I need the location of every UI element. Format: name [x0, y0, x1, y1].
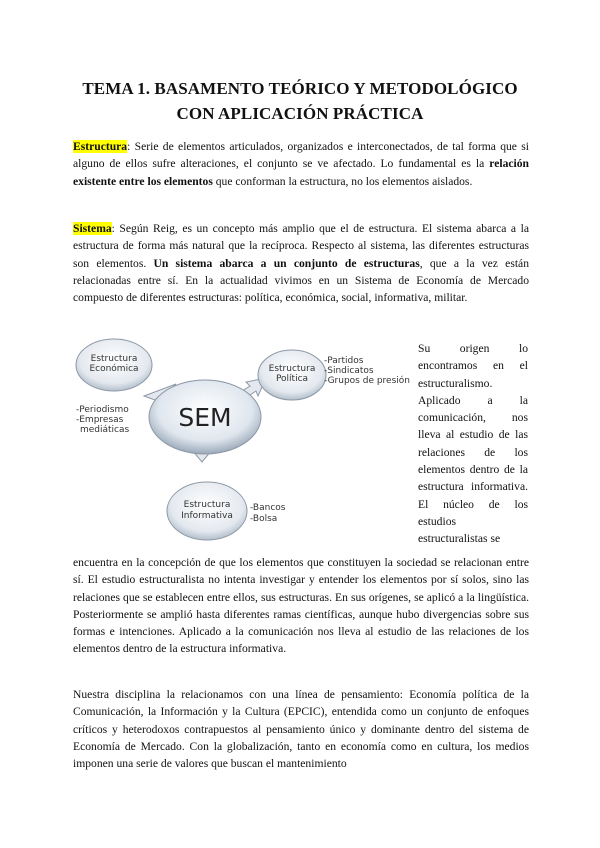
paragraph-estructura — [73, 138, 529, 190]
sem-diagram — [74, 338, 412, 550]
economica-label-1: Estructura — [90, 354, 138, 364]
sistema-text-b: , que a la vez están relacionadas entre sí. En la actualidad vivimos en un Sistema de Economía de Mercado compuesto de diferentes estructuras: política, económica, social, informativa, militar. — [73, 256, 529, 305]
title-line-2: CON APLICACIÓN PRÁCTICA — [176, 104, 424, 123]
sem-label: SEM — [178, 403, 232, 432]
term-estructura: Estructura — [73, 140, 128, 153]
sistema-text-a: : Según Reig, es un concepto más amplio que el de estructura. El sistema abarca a la estructura de forma más natural que la recíproca. Respecto al sistema, las diferentes estructuras son elementos. — [73, 222, 529, 270]
informativa-item: -Bancos — [250, 503, 286, 513]
term-sistema: Sistema — [73, 222, 112, 235]
economica-item: mediáticas — [80, 425, 130, 435]
paragraph-sistema — [73, 220, 529, 306]
informativa-label-2: Informativa — [181, 511, 233, 521]
politica-label-1: Estructura — [268, 364, 316, 374]
estructura-text-b: que conforman la estructura, no los elementos aislados. — [212, 174, 473, 188]
economica-item: -Periodismo — [76, 405, 129, 415]
paragraph-disciplina: Nuestra disciplina la relacionamos con una línea de pensamiento: Economía política de la Comunicación, la Información y la Cultura (EPCIC), entendida como un conjunto de enfoques críticos y heterodoxos contrapuestos al pensamiento único y dominante dentro del sistema de Economía de Mercado. Con la globalización, tanto en economía como en cultura, los medios imponen una serie de valores que buscan el mantenimiento — [73, 688, 529, 771]
title-line-1: TEMA 1. BASAMENTO TEÓRICO Y METODOLÓGICO — [82, 79, 518, 98]
politica-label-2: Política — [275, 374, 309, 384]
politica-item: -Partidos — [324, 356, 364, 366]
politica-item: -Grupos de presión — [324, 376, 410, 386]
economica-label-2: Económica — [89, 364, 139, 374]
informativa-item: -Bolsa — [250, 514, 278, 524]
economica-item: -Empresas — [76, 415, 124, 425]
informativa-label-1: Estructura — [183, 500, 231, 510]
politica-item: -Sindicatos — [324, 366, 374, 376]
paragraph-origen-rest: encuentra en la concepción de que los elementos que constituyen la sociedad se relacionan entre sí. El estudio estructuralista no intenta investigar y entender los elementos por sí solos, sino las relaciones que se establecen entre ellos, sus estructuras. En sus orígenes, se aplicó a la lingüística. Posteriormente se amplió hasta diferentes ramas científicas, aunque hubo divergencias sobre sus formas e intenciones. Aplicado a la comunicación nos lleva al estudio de las relaciones de los elementos dentro de la estructura informativa. — [73, 556, 529, 656]
paragraph-origen-side: Su origen lo encontramos en el estructuralismo. Aplicado a la comunicación, nos lleva al estudio de las relaciones de los elementos dentro de la estructura informativa. El núcleo de los estudios estructuralistas se — [418, 342, 528, 546]
page-title — [60, 76, 540, 126]
sistema-bold: Un sistema abarca a un conjunto de estructuras — [153, 256, 420, 270]
estructura-bold: relación existente entre los elementos — [73, 157, 529, 188]
estructura-text-a: : Serie de elementos articulados, organizados e interconectados, de tal forma que si alguno de ellos sufre alteraciones, el conjunto se ve afectado. Lo fundamental es la — [73, 140, 529, 171]
